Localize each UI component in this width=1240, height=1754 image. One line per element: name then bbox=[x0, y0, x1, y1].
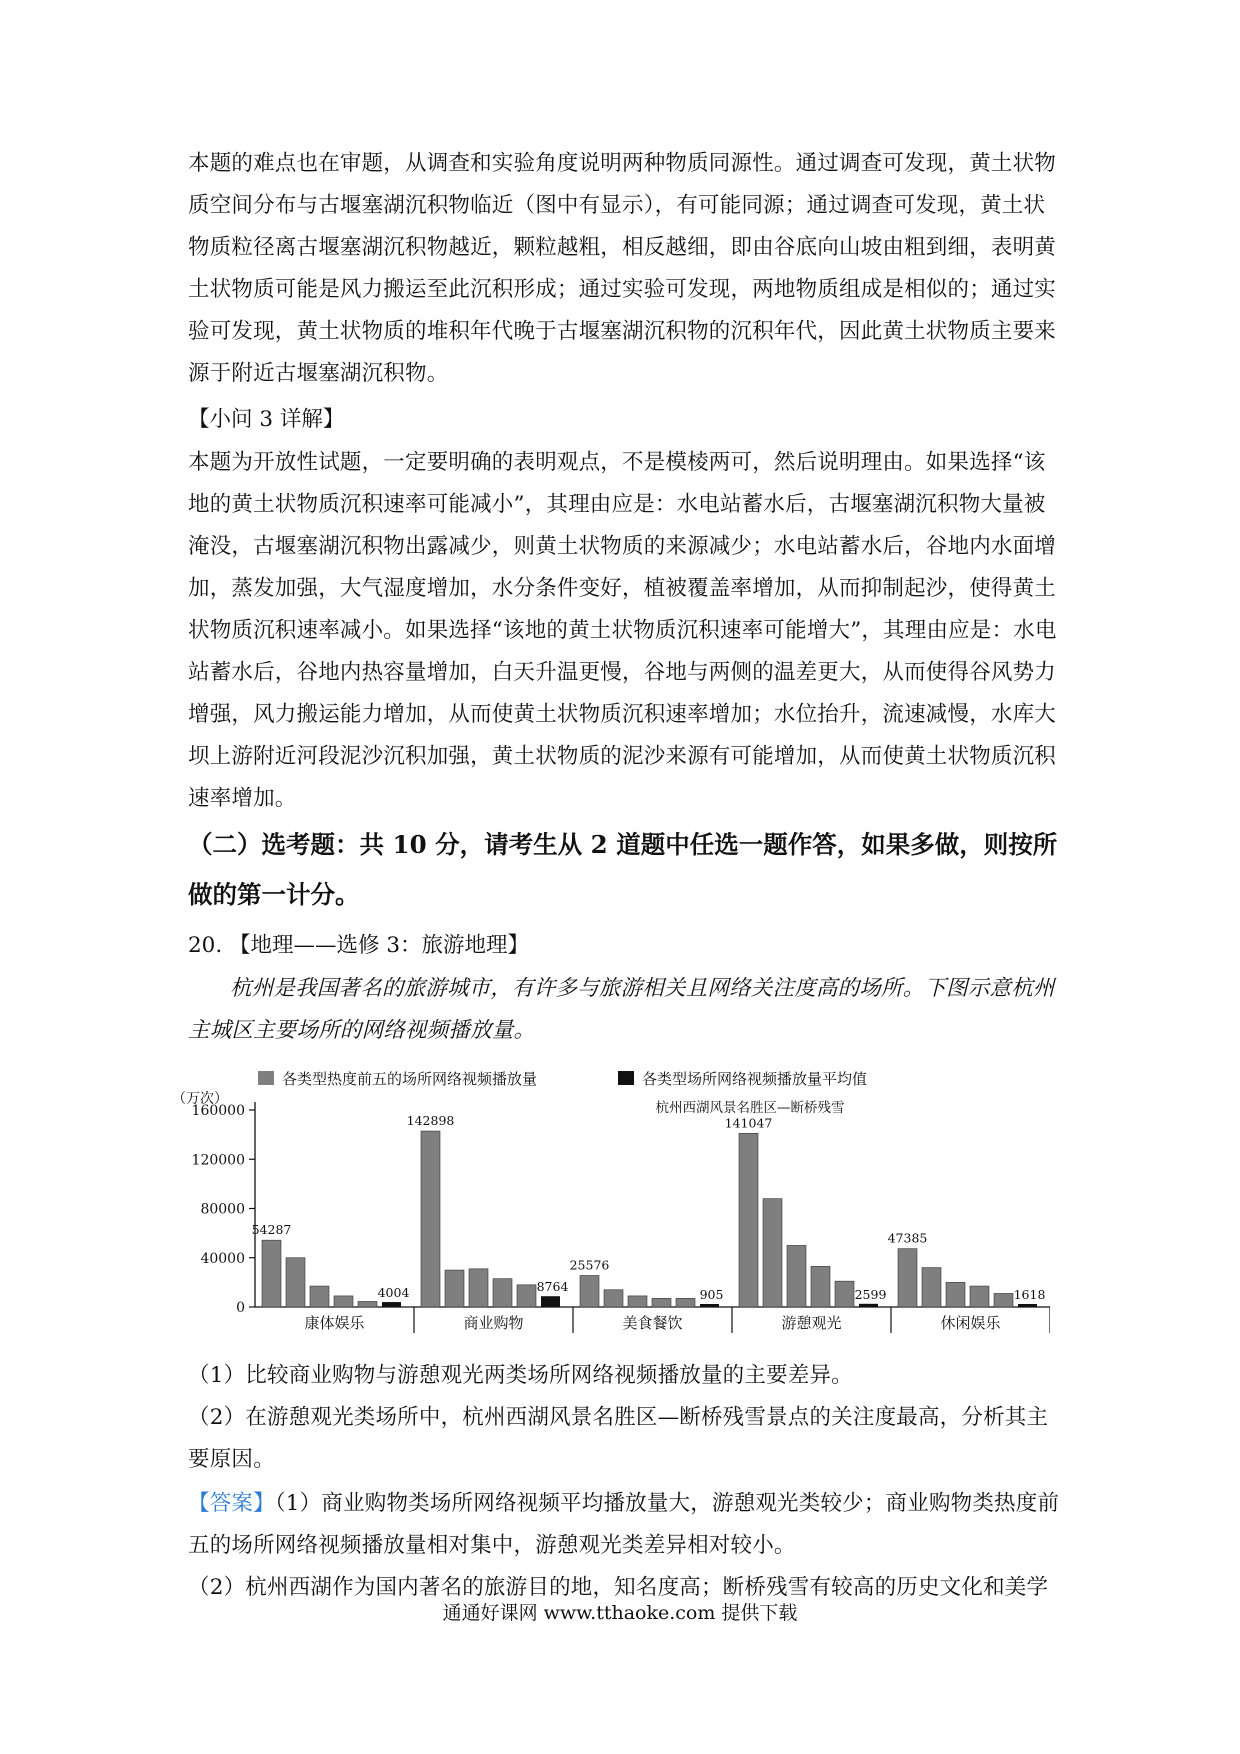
y-tick-label: 80000 bbox=[200, 1201, 245, 1218]
bar-top5 bbox=[580, 1276, 599, 1307]
bar-average bbox=[700, 1304, 719, 1307]
answer-tag: 【答案】 bbox=[188, 1491, 275, 1516]
text-line: 土状物质可能是风力搬运至此沉积形成；通过实验可发现，两地物质组成是相似的；通过实 bbox=[188, 277, 1057, 302]
text-line: 本题的难点也在审题，从调查和实验角度说明两种物质同源性。通过调查可发现，黄土状物 bbox=[188, 151, 1057, 176]
bar-chart bbox=[170, 1065, 1050, 1355]
bar-top5 bbox=[493, 1279, 512, 1307]
bar-top5 bbox=[421, 1131, 440, 1307]
y-tick-label: 40000 bbox=[200, 1250, 245, 1267]
value-label-average: 8764 bbox=[536, 1279, 569, 1295]
text-line: 杭州是我国著名的旅游城市，有许多与旅游相关且网络关注度高的场所。下图示意杭州 bbox=[230, 976, 1055, 1001]
bar-top5 bbox=[469, 1269, 488, 1307]
legend-label-average: 各类型场所网络视频播放量平均值 bbox=[642, 1070, 868, 1088]
bar-top5 bbox=[946, 1282, 965, 1307]
text-line: 主城区主要场所的网络视频播放量。 bbox=[188, 1018, 536, 1043]
bar-average bbox=[541, 1296, 560, 1307]
bar-top5 bbox=[898, 1249, 917, 1307]
bar-top5 bbox=[787, 1245, 806, 1307]
bar-top5 bbox=[994, 1293, 1013, 1307]
questions-block bbox=[188, 1355, 1058, 1481]
text-line: 淹没，古堰塞湖沉积物出露减少，则黄土状物质的来源减少；水电站蓄水后，谷地内水面增 bbox=[188, 534, 1057, 559]
value-label-top: 142898 bbox=[406, 1113, 455, 1129]
answer-text: （1）商业购物类场所网络视频平均播放量大，游憩观光类较少；商业购物类热度前 bbox=[274, 1491, 1060, 1516]
answer-line: （2）杭州西湖作为国内著名的旅游目的地，知名度高；断桥残雪有较高的历史文化和美学 bbox=[188, 1575, 1049, 1600]
bar-top5 bbox=[652, 1298, 671, 1307]
text-line: 站蓄水后，谷地内热容量增加，白天升温更慢，谷地与两侧的温差更大，从而使得谷风势力 bbox=[188, 660, 1057, 685]
text-line: 坝上游附近河段泥沙沉积加强，黄土状物质的泥沙来源有可能增加，从而使黄土状物质沉积 bbox=[188, 744, 1057, 769]
legend-swatch-top5 bbox=[258, 1071, 274, 1085]
text-line: 质空间分布与古堰塞湖沉积物临近（图中有显示），有可能同源；通过调查可发现，黄土状 bbox=[188, 193, 1046, 218]
bar-top5 bbox=[517, 1285, 536, 1307]
legend-label-top5: 各类型热度前五的场所网络视频播放量 bbox=[282, 1070, 538, 1088]
value-label-top: 25576 bbox=[569, 1257, 610, 1273]
heading-line: （二）选考题：共 10 分，请考生从 2 道题中任选一题作答，如果多做，则按所 bbox=[188, 830, 1058, 859]
value-label-top: 47385 bbox=[887, 1230, 928, 1246]
bar-average bbox=[382, 1302, 401, 1307]
question-1: （1）比较商业购物与游憩观光两类场所网络视频播放量的主要差异。 bbox=[188, 1363, 853, 1388]
category-label: 康体娱乐 bbox=[304, 1314, 365, 1332]
y-axis-label: （万次） bbox=[172, 1091, 228, 1107]
bar-top5 bbox=[604, 1290, 623, 1307]
sub-question-3-heading: 【小问 3 详解】 bbox=[188, 407, 345, 432]
bar-top5 bbox=[676, 1298, 695, 1307]
text-line: 速率增加。 bbox=[188, 786, 297, 811]
bar-top5 bbox=[628, 1296, 647, 1307]
question-2-line: （2）在游憩观光类场所中，杭州西湖风景名胜区—断桥残雪景点的关注度最高，分析其主 bbox=[188, 1405, 1049, 1430]
bar-top5 bbox=[970, 1286, 989, 1307]
bar-top5 bbox=[310, 1286, 329, 1307]
bar-top5 bbox=[262, 1240, 281, 1307]
value-label-top: 141047 bbox=[724, 1115, 773, 1131]
bar-top5 bbox=[811, 1266, 830, 1307]
text-line: 源于附近古堰塞湖沉积物。 bbox=[188, 361, 449, 386]
value-label-top: 54287 bbox=[251, 1222, 292, 1238]
value-label-average: 1618 bbox=[1013, 1287, 1046, 1302]
bar-top5 bbox=[358, 1301, 377, 1307]
text-line: 加，蒸发加强，大气湿度增加，水分条件变好，植被覆盖率增加，从而抑制起沙，使得黄土 bbox=[188, 576, 1057, 601]
answer-line bbox=[188, 1483, 1058, 1525]
text-line: 状物质沉积速率减小。如果选择“该地的黄土状物质沉积速率可能增大”，其理由应是：水电 bbox=[188, 618, 1057, 643]
category-label: 游憩观光 bbox=[781, 1314, 842, 1332]
answer-block bbox=[188, 1483, 1058, 1609]
bar-top5 bbox=[445, 1270, 464, 1307]
bar-average bbox=[859, 1304, 878, 1307]
y-tick-label: 120000 bbox=[191, 1152, 245, 1169]
paragraph-sub2-explanation bbox=[188, 143, 1058, 395]
bar-average bbox=[1018, 1304, 1037, 1307]
category-label: 商业购物 bbox=[463, 1314, 524, 1332]
text-line: 地的黄土状物质沉积速率可能减小”，其理由应是：水电站蓄水后，古堰塞湖沉积物大量被 bbox=[188, 492, 1046, 517]
value-label-average: 2599 bbox=[854, 1286, 887, 1302]
question-2-line: 要原因。 bbox=[188, 1447, 275, 1472]
legend-swatch-average bbox=[618, 1071, 634, 1085]
text-line: 增强，风力搬运能力增加，从而使黄土状物质沉积速率增加；水位抬升，流速减慢，水库大 bbox=[188, 702, 1057, 727]
heading-line: 做的第一计分。 bbox=[188, 880, 360, 909]
bar-top5 bbox=[835, 1281, 854, 1307]
bar-top5 bbox=[763, 1199, 782, 1307]
bar-top5 bbox=[286, 1258, 305, 1307]
section-heading bbox=[188, 820, 1058, 920]
y-tick-label: 160000 bbox=[191, 1103, 245, 1119]
text-line: 本题为开放性试题，一定要明确的表明观点，不是模棱两可，然后说明理由。如果选择“该 bbox=[188, 450, 1046, 475]
question-20-title: 20. 【地理——选修 3：旅游地理】 bbox=[188, 933, 530, 958]
text-line: 物质粒径离古堰塞湖沉积物越近，颗粒越粗，相反越细，即由谷底向山坡由粗到细，表明黄 bbox=[188, 235, 1057, 260]
bar-top5 bbox=[334, 1296, 353, 1307]
answer-line: 五的场所网络视频播放量相对集中，游憩观光类差异相对较小。 bbox=[188, 1533, 796, 1558]
footer-credit: 通通好课网 www.tthaoke.com 提供下载 bbox=[442, 1602, 798, 1624]
y-tick-label: 0 bbox=[236, 1300, 245, 1316]
question-20-intro bbox=[188, 968, 1058, 1052]
category-label: 美食餐饮 bbox=[622, 1314, 683, 1332]
bar-top5 bbox=[739, 1133, 758, 1307]
value-label-average: 4004 bbox=[377, 1285, 410, 1301]
bar-top5 bbox=[922, 1268, 941, 1307]
chart-annotation: 杭州西湖风景名胜区—断桥残雪 bbox=[655, 1100, 845, 1116]
paragraph-sub3-explanation bbox=[188, 442, 1058, 820]
category-label: 休闲娱乐 bbox=[940, 1314, 1001, 1332]
text-line: 验可发现，黄土状物质的堆积年代晚于古堰塞湖沉积物的沉积年代，因此黄土状物质主要来 bbox=[188, 319, 1057, 344]
value-label-average: 905 bbox=[699, 1287, 724, 1302]
